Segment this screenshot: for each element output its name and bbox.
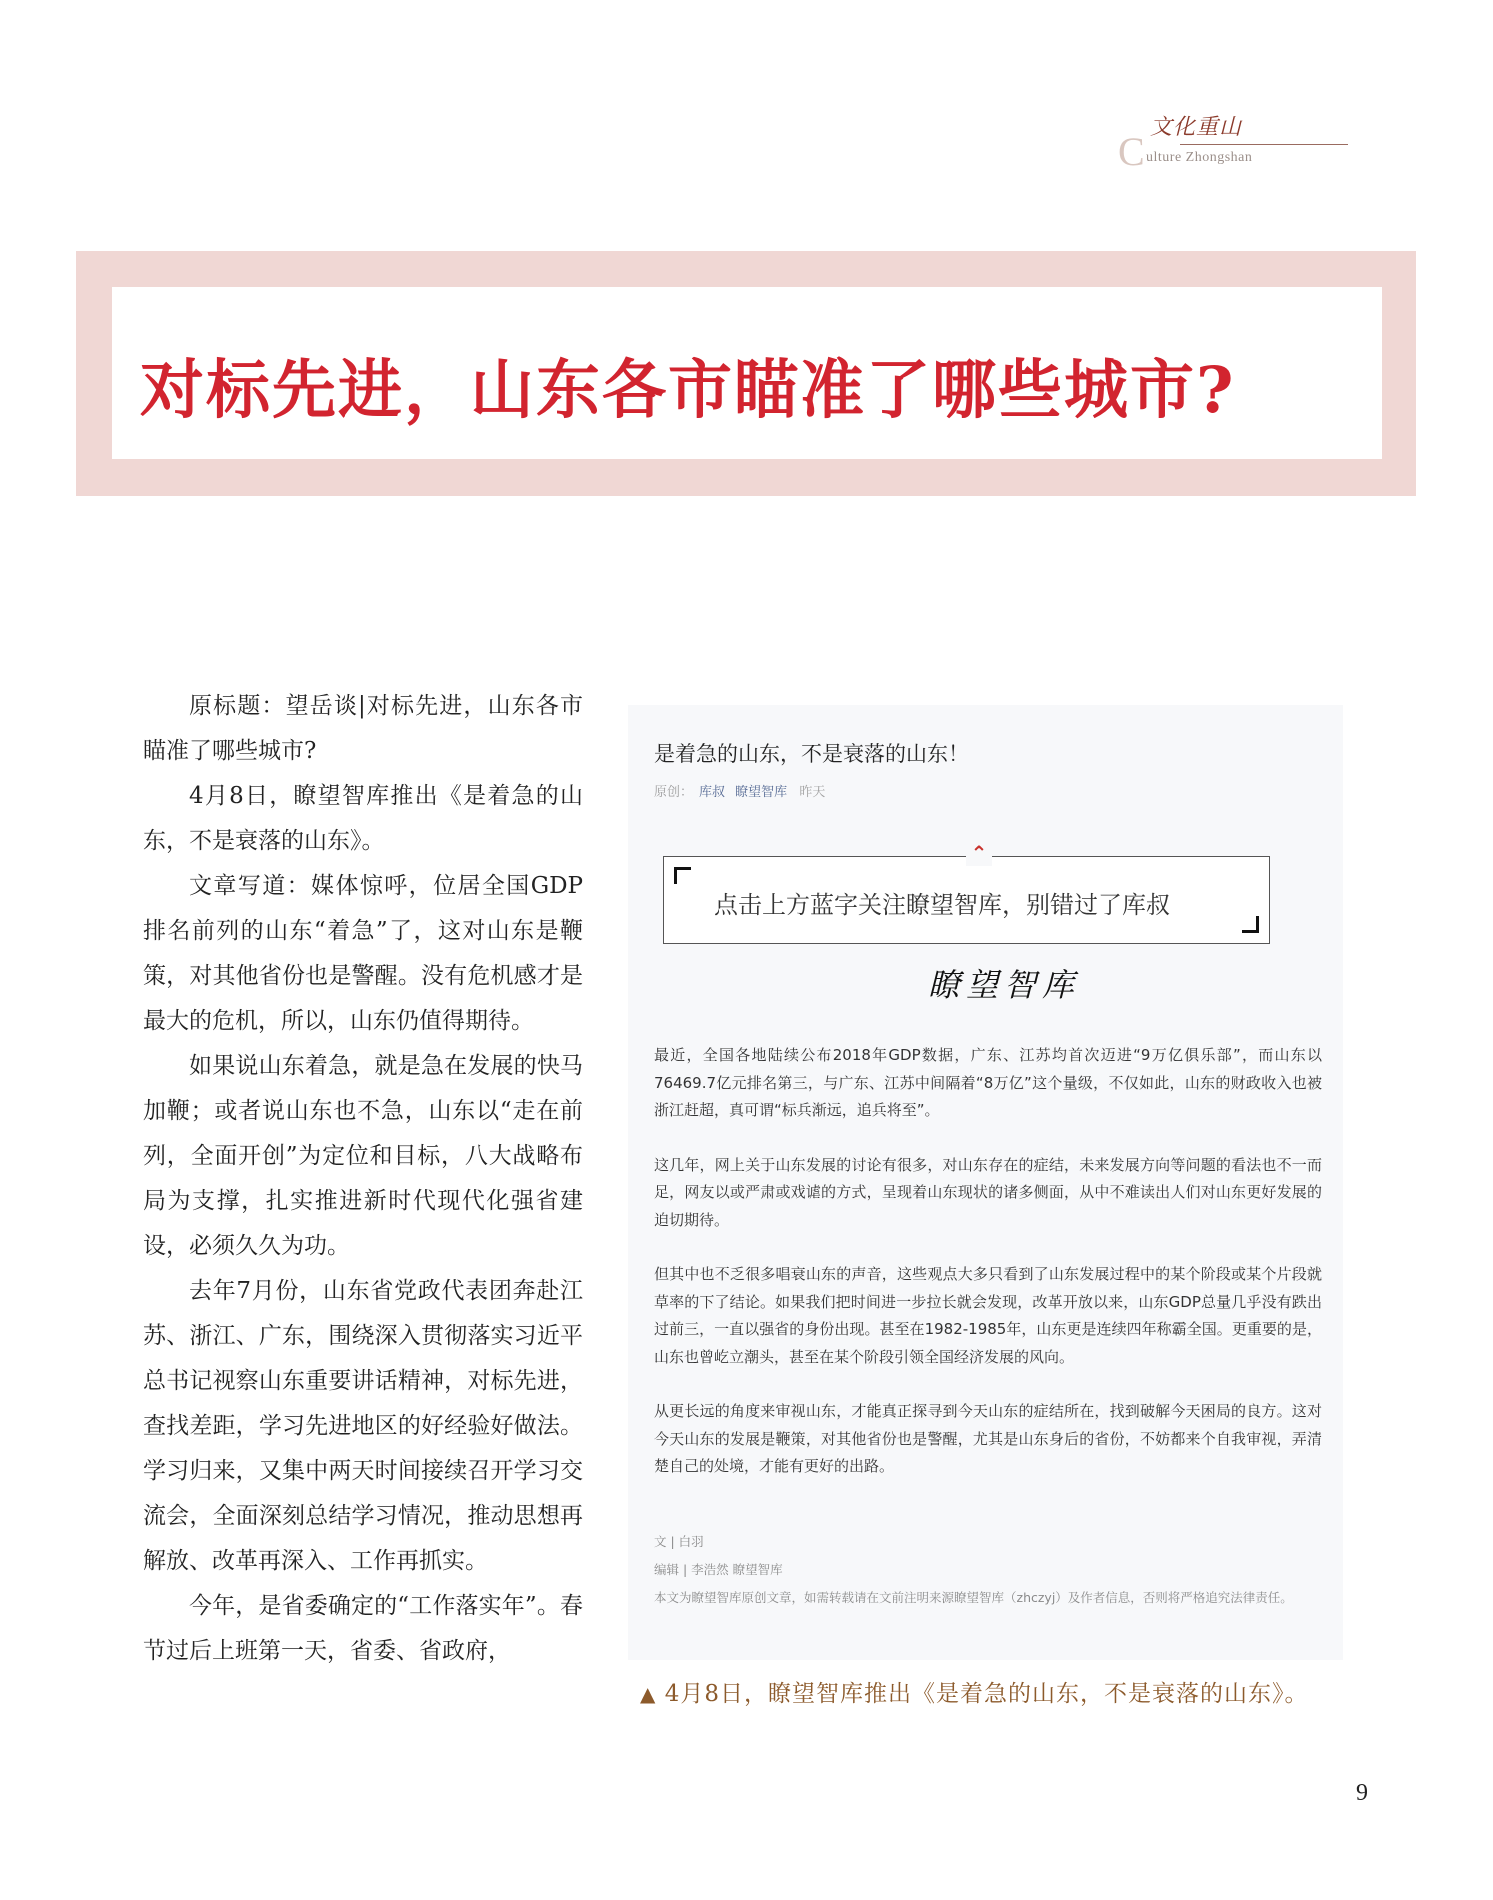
- article-paragraph: 这几年，网上关于山东发展的讨论有很多，对山东存在的症结，未来发展方向等问题的看法也不一而足，网友以或严肃或戏谑的方式，呈现着山东现状的诸多侧面，从中不难读出人们对山东更好发展的迫切期待。: [654, 1155, 1322, 1229]
- title-box: [112, 287, 1382, 459]
- triangle-icon: ▲: [640, 1682, 657, 1706]
- article-paragraph: 但其中也不乏很多唱衰山东的声音，这些观点大多只看到了山东发展过程中的某个阶段或某个片段就草率的下了结论。如果我们把时间进一步拉长就会发现，改革开放以来，山东GDP总量几乎没有跌出过前三，一直以强省的身份出现。甚至在1982-1985年，山东更是连续四年称霸全国。更重要的是，山东也曾屹立潮头，甚至在某个阶段引领全国经济发展的风向。: [654, 1265, 1322, 1366]
- caption-text: 4月8日，瞭望智库推出《是着急的山东，不是衰落的山东》。: [664, 1681, 1309, 1707]
- paragraph: 文章写道：媒体惊呼，位居全国GDP排名前列的山东“着急”了，这对山东是鞭策，对其他省份也是警醒。没有危机感才是最大的危机，所以，山东仍值得期待。: [143, 873, 583, 1034]
- left-column: [143, 684, 583, 1674]
- meta-label: 原创：: [654, 785, 694, 800]
- paragraph: 原标题：望岳谈|对标先进，山东各市瞄准了哪些城市?: [143, 693, 583, 764]
- article-body: [654, 1042, 1322, 1508]
- article-paragraph: 最近，全国各地陆续公布2018年GDP数据，广东、江苏均首次迈进“9万亿俱乐部”，而山东以76469.7亿元排名第三，与广东、江苏中间隔着“8万亿”这个量级，不仅如此，山东的财政收入也被浙江赶超，真可谓“标兵渐远，追兵将至”。: [654, 1046, 1322, 1119]
- page-title: 对标先进，山东各市瞄准了哪些城市?: [140, 353, 1236, 428]
- chevron-up-icon: ⌃: [966, 840, 992, 866]
- publish-time: 昨天: [799, 785, 826, 800]
- copyright-notice: 本文为瞭望智库原创文章，如需转载请在文前注明来源瞭望智库（zhczyj）及作者信息，否则将严格追究法律责任。: [654, 1590, 1293, 1605]
- follow-text: 点击上方蓝字关注瞭望智库，别错过了库叔: [714, 891, 1170, 919]
- author-link[interactable]: 库叔: [699, 785, 726, 800]
- paragraph: 如果说山东着急，就是急在发展的快马加鞭；或者说山东也不急，山东以“走在前列，全面开创”为定位和目标，八大战略布局为支撑，扎实推进新时代现代化强省建设，必须久久为功。: [143, 1053, 583, 1259]
- article-title: 是着急的山东，不是衰落的山东！: [654, 742, 969, 766]
- corner-bracket-icon: [674, 867, 691, 884]
- follow-banner: [663, 856, 1270, 944]
- logo-english: ulture Zhongshan: [1146, 150, 1253, 165]
- paragraph: 4月8日，瞭望智库推出《是着急的山东，不是衰落的山东》。: [143, 783, 583, 854]
- image-caption: [640, 1675, 1308, 1708]
- corner-bracket-icon: [1242, 916, 1259, 933]
- credit-author: 文 | 白羽: [654, 1534, 704, 1549]
- account-link[interactable]: 瞭望智库: [735, 785, 788, 800]
- logo-divider: [1180, 144, 1348, 145]
- brand-calligraphy: 瞭望智库: [928, 966, 1081, 1004]
- logo-letter-c: C: [1118, 129, 1145, 174]
- paragraph: 今年，是省委确定的“工作落实年”。春节过后上班第一天，省委、省政府，: [143, 1593, 583, 1664]
- page-number: 9: [1356, 1780, 1368, 1806]
- article-meta: [654, 781, 825, 800]
- logo-chinese: 文化重山: [1150, 115, 1243, 140]
- credit-editor: 编辑 | 李浩然 瞭望智库: [654, 1562, 783, 1577]
- article-credits: [654, 1528, 1322, 1612]
- magazine-logo: [1118, 110, 1348, 174]
- article-screenshot: [628, 705, 1343, 1660]
- article-paragraph: 从更长远的角度来审视山东，才能真正探寻到今天山东的症结所在，找到破解今天困局的良方。这对今天山东的发展是鞭策，对其他省份也是警醒，尤其是山东身后的省份，不妨都来个自我审视，弄清楚自己的处境，才能有更好的出路。: [654, 1402, 1322, 1475]
- paragraph: 去年7月份，山东省党政代表团奔赴江苏、浙江、广东，围绕深入贯彻落实习近平总书记视察山东重要讲话精神，对标先进，查找差距，学习先进地区的好经验好做法。学习归来，又集中两天时间接续召开学习交流会，全面深刻总结学习情况，推动思想再解放、改革再深入、工作再抓实。: [143, 1278, 583, 1574]
